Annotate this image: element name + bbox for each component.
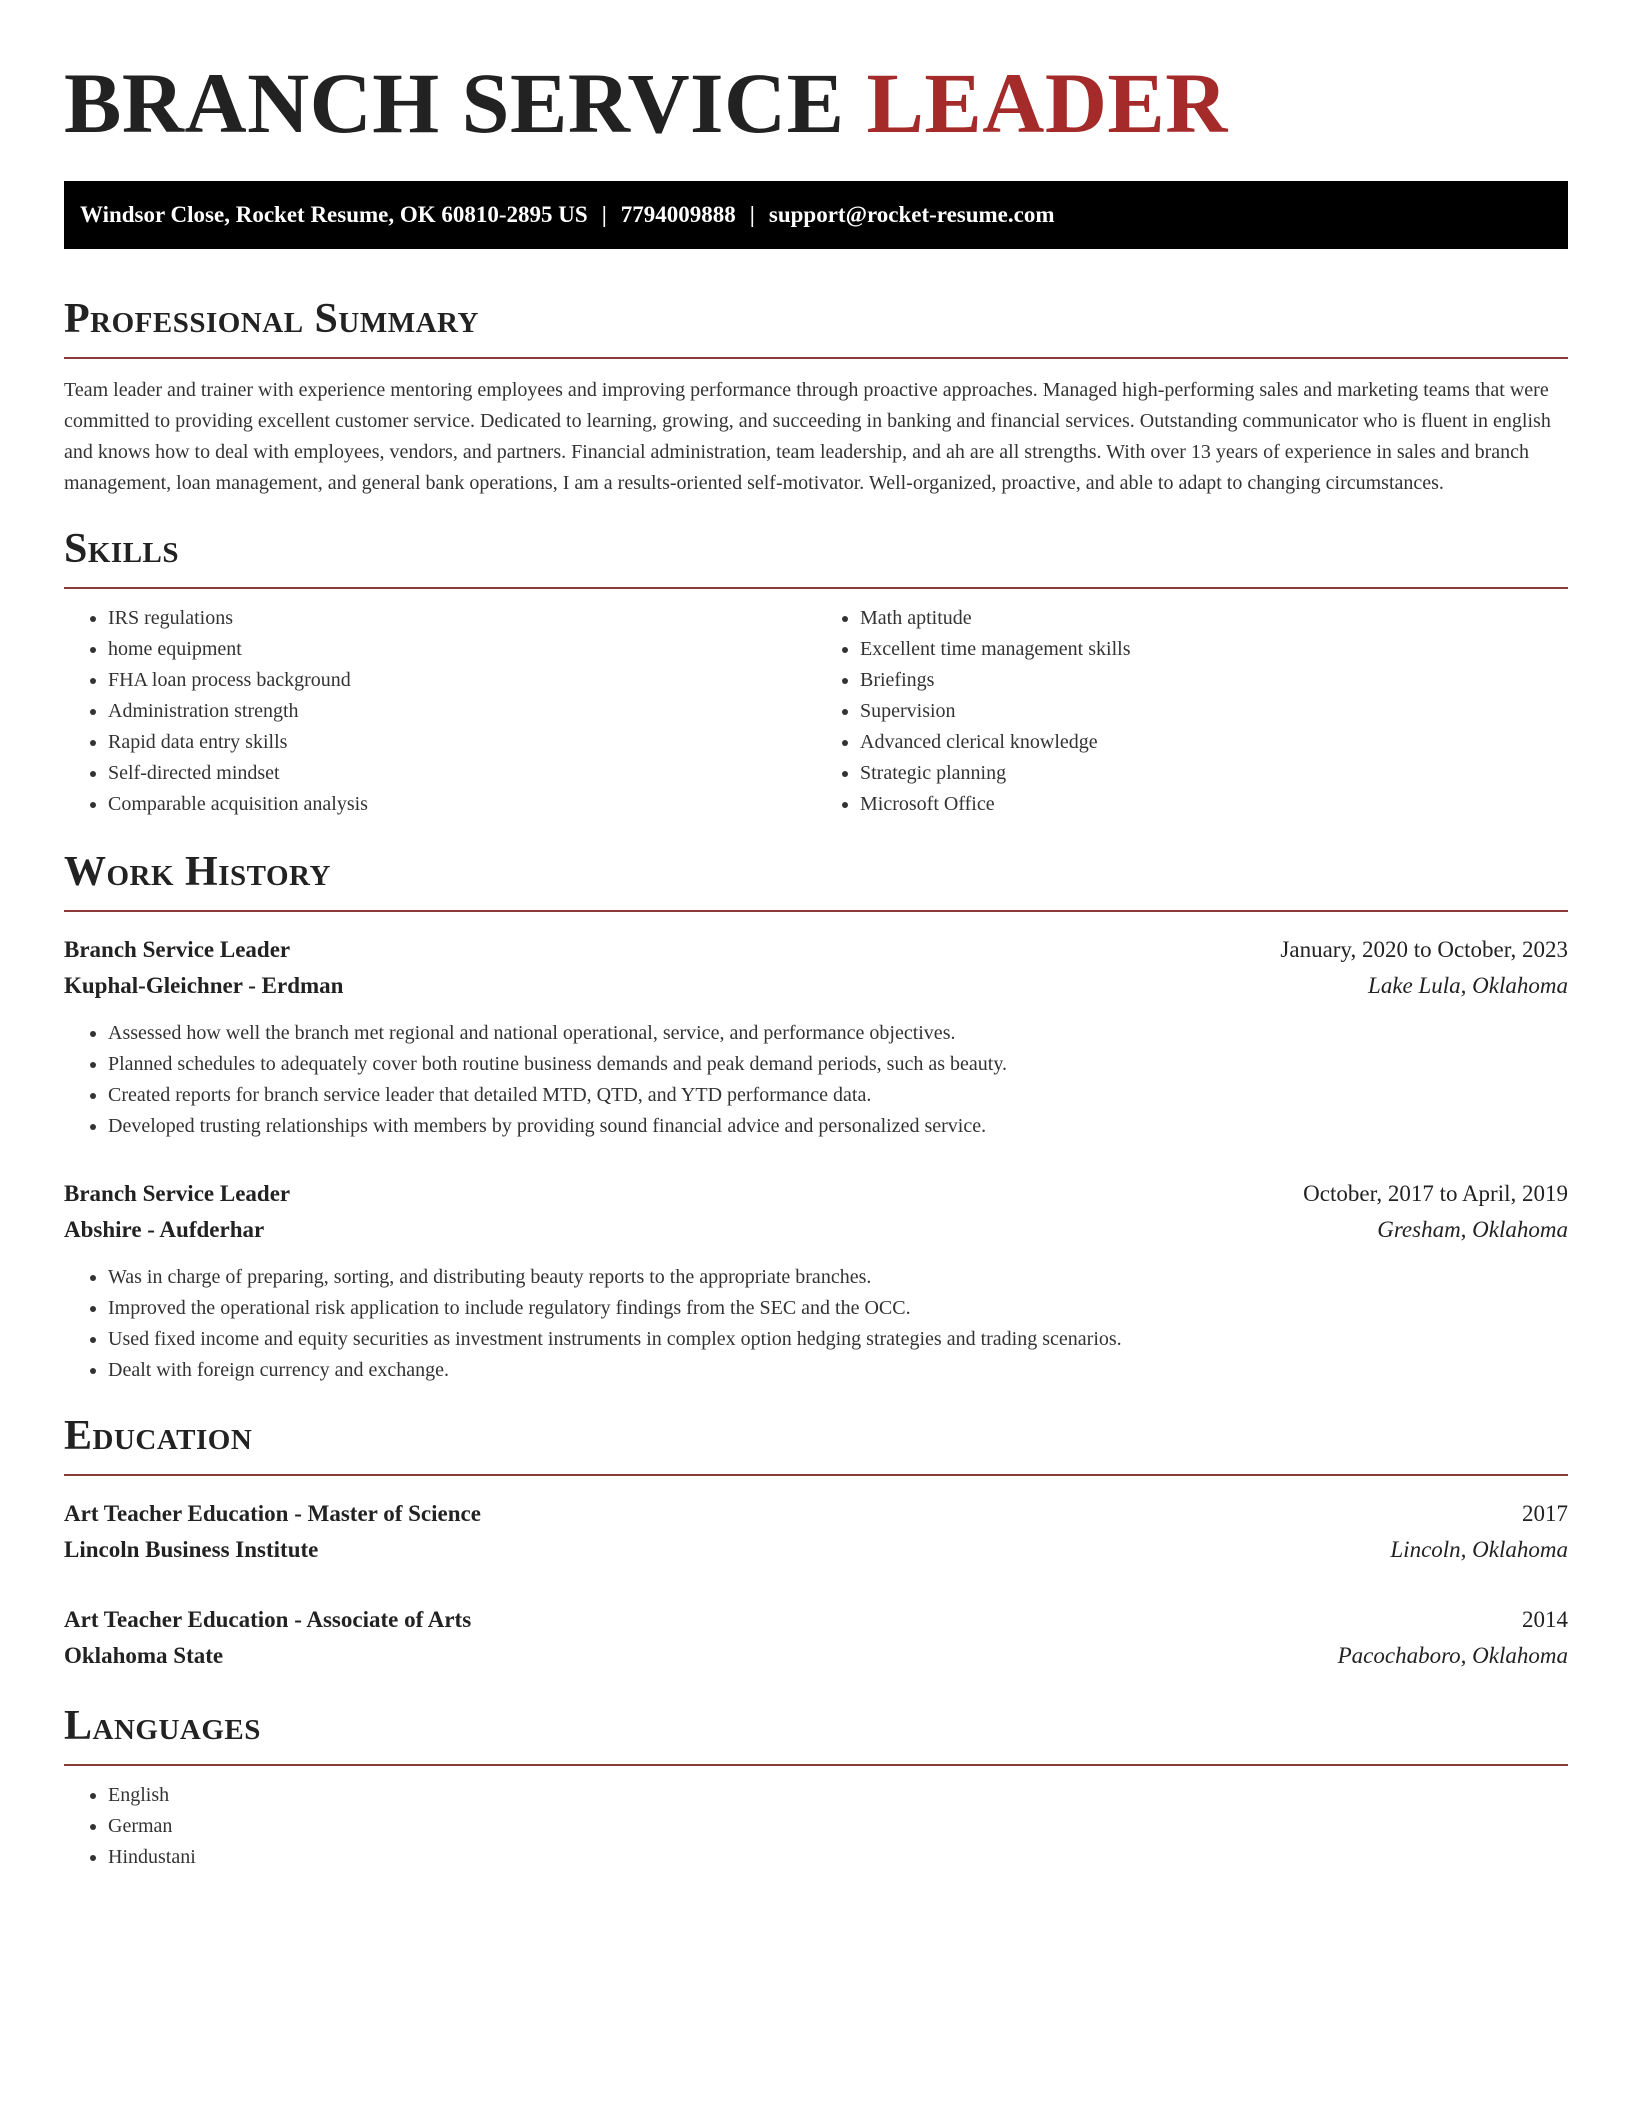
education-location: Pacochaboro, Oklahoma [1337, 1643, 1568, 1668]
education-entry [64, 1496, 1568, 1568]
resume-name [64, 55, 1568, 151]
skills-list-left [64, 603, 816, 820]
contact-separator: | [601, 202, 607, 227]
job-bullet: • Created reports for branch service leader that detailed MTD, QTD, and YTD performance data. [108, 1080, 1568, 1111]
section-title-languages: Languages [64, 1702, 1568, 1766]
job-bullet: • Developed trusting relationships with members by providing sound financial advice and personalized service. [108, 1111, 1568, 1142]
job-company: Kuphal-Gleichner - Erdman [64, 973, 344, 998]
section-title-education: Education [64, 1412, 1568, 1476]
skill-item: • Advanced clerical knowledge [860, 727, 1568, 758]
section-title-work-history: Work History [64, 848, 1568, 912]
skill-item: • home equipment [108, 634, 816, 665]
job-bullet: • Dealt with foreign currency and exchange. [108, 1355, 1568, 1386]
job-bullet: • Planned schedules to adequately cover both routine business demands and peak demand periods, such as beauty. [108, 1049, 1568, 1080]
skill-item: • FHA loan process background [108, 665, 816, 696]
education-school: Lincoln Business Institute [64, 1537, 319, 1562]
section-title-summary: Professional Summary [64, 295, 1568, 359]
education-school-row [64, 1638, 1568, 1674]
job-bullet: • Was in charge of preparing, sorting, and distributing beauty reports to the appropriate branches. [108, 1262, 1568, 1293]
education-year: 2014 [1522, 1607, 1568, 1632]
job-dates: October, 2017 to April, 2019 [1303, 1181, 1568, 1206]
job-location: Lake Lula, Oklahoma [1368, 973, 1568, 998]
job-header-row [64, 932, 1568, 968]
skill-item: • Math aptitude [860, 603, 1568, 634]
skill-item: • Strategic planning [860, 758, 1568, 789]
education-degree: Art Teacher Education - Master of Science [64, 1501, 481, 1526]
languages-list [64, 1780, 1568, 1873]
job-bullets [64, 1018, 1568, 1142]
education-degree: Art Teacher Education - Associate of Arts [64, 1607, 472, 1632]
language-item: • German [108, 1811, 1568, 1842]
education-location: Lincoln, Oklahoma [1390, 1537, 1568, 1562]
job-header-row [64, 1176, 1568, 1212]
skills-column-right [816, 603, 1568, 820]
job-dates: January, 2020 to October, 2023 [1280, 937, 1568, 962]
job-bullet: • Assessed how well the branch met regional and national operational, service, and performance objectives. [108, 1018, 1568, 1049]
contact-separator: | [749, 202, 755, 227]
skill-item: • Briefings [860, 665, 1568, 696]
job-role: Branch Service Leader [64, 937, 291, 962]
education-header-row [64, 1602, 1568, 1638]
name-first: BRANCH SERVICE [64, 55, 845, 151]
skill-item: • Self-directed mindset [108, 758, 816, 789]
education-school: Oklahoma State [64, 1643, 224, 1668]
job-role: Branch Service Leader [64, 1181, 291, 1206]
contact-address: Windsor Close, Rocket Resume, OK 60810-2895 US [80, 202, 588, 227]
education-school-row [64, 1532, 1568, 1568]
job-company-row [64, 1212, 1568, 1248]
skill-item: • Excellent time management skills [860, 634, 1568, 665]
job-bullet: • Improved the operational risk application to include regulatory findings from the SEC and the OCC. [108, 1293, 1568, 1324]
language-item: • Hindustani [108, 1842, 1568, 1873]
summary-text: Team leader and trainer with experience mentoring employees and improving performance through proactive approaches. Managed high-performing sales and marketing teams that were committed to providing excellent customer service. Dedicated to learning, growing, and succeeding in banking and financial services. Outstanding communicator who is fluent in english and knows how to deal with employees, vendors, and partners. Financial administration, team leadership, and ah are all strengths. With over 13 years of experience in sales and branch management, loan management, and general bank operations, I am a results-oriented self-motivator. Well-organized, proactive, and able to adapt to changing circumstances. [64, 379, 1551, 494]
education-entry [64, 1602, 1568, 1674]
job-entry [64, 1176, 1568, 1386]
skills-grid [64, 603, 1568, 820]
contact-email: support@rocket-resume.com [768, 202, 1055, 227]
contact-bar [64, 181, 1568, 249]
skill-item: • Comparable acquisition analysis [108, 789, 816, 820]
job-entry [64, 932, 1568, 1142]
skill-item: • IRS regulations [108, 603, 816, 634]
job-location: Gresham, Oklahoma [1377, 1217, 1568, 1242]
job-bullet: • Used fixed income and equity securities as investment instruments in complex option hedging strategies and trading scenarios. [108, 1324, 1568, 1355]
skill-item: • Supervision [860, 696, 1568, 727]
skill-item: • Administration strength [108, 696, 816, 727]
job-bullets [64, 1262, 1568, 1386]
job-company-row [64, 968, 1568, 1004]
skills-list-right [816, 603, 1568, 820]
education-year: 2017 [1522, 1501, 1568, 1526]
skill-item: • Rapid data entry skills [108, 727, 816, 758]
education-header-row [64, 1496, 1568, 1532]
job-company: Abshire - Aufderhar [64, 1217, 265, 1242]
skills-column-left [64, 603, 816, 820]
skill-item: • Microsoft Office [860, 789, 1568, 820]
name-last: LEADER [866, 55, 1228, 151]
section-title-skills: Skills [64, 525, 1568, 589]
contact-phone: 7794009888 [620, 202, 736, 227]
language-item: • English [108, 1780, 1568, 1811]
